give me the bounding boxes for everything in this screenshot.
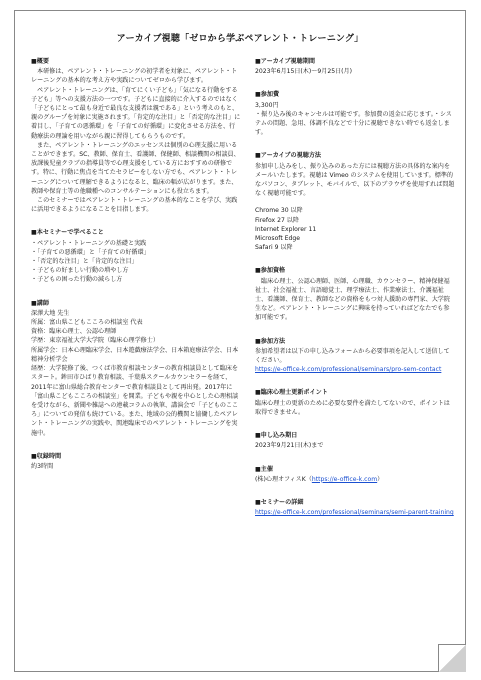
overview-paragraph: このセミナーではペアレント・トレーニングの基本的なことを学び、実践に活用できるようになることを目指します。 [31, 197, 238, 214]
application-form-link[interactable]: https://e-office-k.com/professional/seminars/pro-sem-contact [255, 366, 442, 374]
overview-paragraph: また、ペアレント・トレーニングのエッセンスは個別の心理支援に用いることができます。SC、教師、保育士、看護師、保健師、相談機関の相談員、放課後児童クラブの指導員等で心理支援をしている方におすすめの研修です。特に、行動に焦点を当てたセラピーをしない方でも、ペアレント・トレーニングについて理解できるようになると、臨床の幅が広がります。また、教師や保育士等の他職種へのコンサルテーションにも役立ちます。 [31, 141, 240, 195]
organizer-name: (株)心理オフィスK（ [255, 475, 312, 483]
instructor-name: 深澤大地 先生 [31, 309, 70, 317]
organizer-suffix: ） [377, 475, 384, 483]
organizer-line [255, 475, 455, 484]
method-heading: ■アーカイブの視聴方法 [255, 152, 322, 160]
overview-section [31, 57, 241, 214]
browser-item: Internet Explorer 11 [255, 225, 317, 233]
method-section [255, 151, 455, 252]
details-heading: ■セミナーの詳細 [255, 498, 304, 506]
duration-value: 約3時間 [31, 462, 54, 470]
instructor-line: 経歴：大学院修了後、つくば市教育相談センターの教育相談員として臨床をスタート。鉾田市ひばり教育相談、千葉県スクールカウンセラーを経て、2011年に富山県総合教育センターで教育相談員として再出発。2017年に「富山県こどもこころの相談室」を開業。子どもや親を中心とした心理相談を受けながら、新聞や雑誌への連載コラムの執筆、講演会で「子どものこころ」についての発信も続けている。また、地域の公的機関と協働したペアレント・トレーニングの実践や、関連臨床でのペアレント・トレーニングを実施中。 [31, 365, 239, 437]
deadline-section [255, 431, 455, 450]
learn-item: ・「子育ての悪循環」と「子育ての好循環」 [31, 248, 150, 256]
learn-section [31, 228, 241, 284]
howto-text: 参加希望者は以下の申し込みフォームから必要事項を記入して送信してください。 [255, 347, 450, 365]
right-column [255, 57, 455, 531]
duration-section [31, 452, 241, 471]
learn-item: ・「否定的な注目」と「肯定的な注目」 [31, 258, 138, 266]
howto-section [255, 337, 455, 375]
fee-heading: ■参加費 [255, 91, 280, 99]
learn-item: ・子どもの好ましい行動の増やし方 [31, 267, 129, 275]
organizer-section [255, 465, 455, 484]
fee-note: ・振り込み後のキャンセルは可能です。参加費の返金に応じます。・システムの問題、急用、体調不良などで十分に視聴できない時でも返金します。 [255, 110, 452, 137]
browser-item: Firefox 27 以降 [255, 216, 299, 224]
instructor-heading: ■講師 [31, 299, 49, 307]
browser-item: Chrome 30 以降 [255, 207, 303, 215]
renewal-text: 臨床心理士の更新のために必要な要件を満たしてないので、ポイントは取得できません。 [255, 399, 450, 416]
renewal-section [255, 388, 455, 417]
howto-heading: ■参加方法 [255, 337, 286, 345]
deadline-heading: ■申し込み期日 [255, 432, 298, 440]
period-value: 2023年6月15日(木)～9月25日(月) [255, 68, 353, 76]
left-column [31, 57, 241, 485]
eligibility-text: 臨床心理士、公認心理師、医師、心理職、カウンセラー、精神保健福祉士、社会福祉士、言語聴覚士、理学療法士、作業療法士、介護福祉士、看護師、保育士、教師などの資格をもつ対人援助の専門家、大学院生など。ペアレント・トレーニングに興味を持っていればどなたでも参加可能です。 [255, 277, 450, 322]
browser-item: Safari 9 以降 [255, 244, 293, 252]
learn-item: ・ペアレント・トレーニングの基礎と実践 [31, 239, 147, 247]
period-heading: ■アーカイブ視聴期間 [255, 58, 315, 65]
overview-paragraph: 本研修は、ペアレント・トレーニングの初学者を対象に、ペアレント・トレーニングの基本的な考え方や実践についてゼロから学びます。 [31, 68, 238, 85]
period-section [255, 57, 455, 76]
seminar-details-link[interactable]: https://e-office-k.com/professional/seminars/semi-parent-training [255, 509, 454, 517]
fee-section [255, 90, 455, 137]
instructor-line: 所属学会：日本心理臨床学会、日本遊戯療法学会、日本箱庭療法学会、日本精神分析学会 [31, 346, 239, 363]
browser-item: Microsoft Edge [255, 235, 301, 243]
flyer-sheet [14, 10, 466, 672]
details-section [255, 498, 455, 517]
learn-item: ・子どもの困った行動の減らし方 [31, 276, 123, 284]
overview-paragraph: ペアレント・トレーニングは、「育てにくい子ども」「気になる行動をする子ども」等への支援方法の一つです。子どもに直接的に介入するのではなく「子どもにとって最も身近で最良な支援者は親である」という考えのもと、親のグループを対象に実施されます。「肯定的な注目」と「否定的な注目」に着目し、「子育ての悪循環」を「子育ての好循環」に変化させる方法を、行動療法の理論を用いながら親に習得してもらうものです。 [31, 86, 241, 140]
learn-heading: ■本セミナーで学べること [31, 229, 104, 237]
organizer-heading: ■主催 [255, 465, 273, 473]
renewal-heading: ■臨床心理士更新ポイント [255, 389, 328, 397]
page-curl [438, 644, 466, 672]
instructor-line: 所属：富山県こどもこころの相談室 代表 [31, 319, 143, 327]
page-title: アーカイブ視聴「ゼロから学ぶペアレント・トレーニング」 [116, 34, 364, 44]
instructor-line: 学歴：東京福祉大学大学院（臨床心理学修士） [31, 337, 159, 345]
instructor-section [31, 299, 241, 438]
deadline-value: 2023年9月21日(木)まで [255, 442, 324, 450]
eligibility-section [255, 266, 455, 322]
method-text: 参加申し込みをし、振り込みのあった方には視聴方法の具体的な案内をメールいたします。視聴は Vimeo のシステムを使用しています。標準的なパソコン、タブレット、モバイルで、以下のブラウザを使用すれば問題なく視聴可能です。 [255, 162, 455, 198]
overview-heading: ■概要 [31, 58, 49, 65]
eligibility-heading: ■参加資格 [255, 267, 286, 275]
fee-amount: 3,300円 [255, 101, 279, 109]
instructor-line: 資格：臨床心理士、公認心理師 [31, 328, 117, 336]
organizer-link[interactable]: https://e-office-k.com [311, 475, 378, 483]
duration-heading: ■収録時間 [31, 452, 62, 460]
